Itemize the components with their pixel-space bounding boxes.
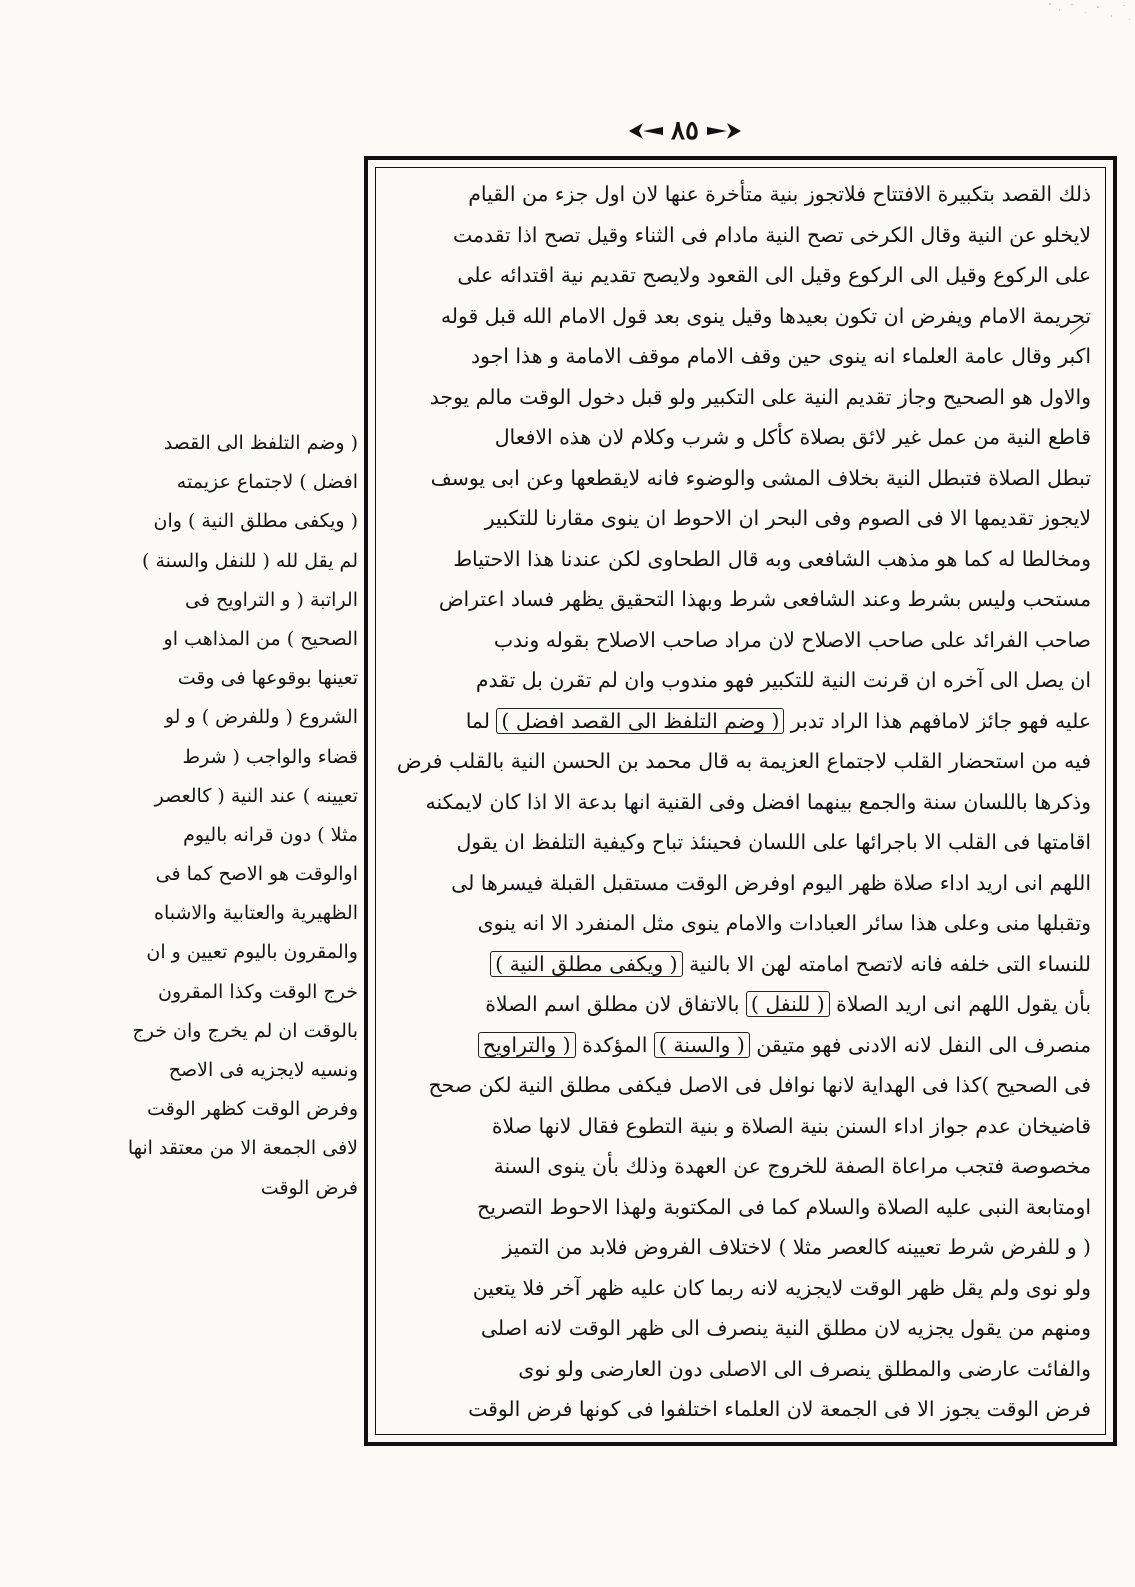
gloss-line: اوالوقت هو الاصح كما فى — [155, 863, 358, 886]
scan-speckle — [1045, 0, 1135, 28]
gloss-line: فرض الوقت — [260, 1176, 358, 1199]
main-line: لايخلو عن النية وقال الكرخى تصح النية مادام فى الثناء وقيل تصح اذا تقدمت — [452, 222, 1091, 247]
gloss-line: تعيينه ) عند النية ( كالعصر — [154, 784, 358, 807]
boxed-lemma: ( للنفل ) — [746, 991, 830, 1017]
gloss-line: لافى الجمعة الا من معتقد انها — [127, 1137, 358, 1160]
main-line-text: منصرف الى النفل لانه الادنى فهو متيقن — [756, 1032, 1091, 1057]
main-line: مخصوصة فتجب مراعاة الصفة للخروج عن العهدة وذلك بأن ينوى السنة — [493, 1154, 1091, 1178]
boxed-lemma: ( والتراويح — [478, 1032, 576, 1058]
main-line-text: بأن يقول اللهم انى اريد الصلاة — [836, 992, 1091, 1016]
main-line — [390, 701, 1091, 742]
main-line: على الركوع وقيل الى الركوع وقيل الى القعود ولايصح تقديم نية اقتدائه على — [457, 263, 1091, 287]
gloss-line: ( ويكفى مطلق النية ) وان — [153, 510, 358, 533]
main-line: تبطل الصلاة فتبطل النية بخلاف المشى والوضوء فانه لايقطعها وعن ابى يوسف — [430, 465, 1091, 490]
main-line: والاول هو الصحيح وجاز تقديم النية على التكبير ولو قبل دخول الوقت مالم يوجد — [429, 384, 1091, 409]
main-line: ومخالطا له كما هو مذهب الشافعى وبه قال الطحاوى لكن عندنا هذا الاحتياط — [453, 546, 1091, 571]
main-line: مستحب وليس بشرط وعند الشافعى شرط وبهذا التحقيق يظهر فساد اعتراض — [438, 587, 1091, 611]
gloss-line: وفرض الوقت كظهر الوقت — [147, 1098, 358, 1121]
gloss-line: مثلا ) دون قرانه باليوم — [183, 823, 358, 846]
gloss-line: ونسيه لايجزيه فى الاصح — [168, 1059, 358, 1081]
gloss-line: الظهيرية والعتابية والاشباه — [153, 902, 358, 925]
main-line: اومتابعة النبى عليه الصلاة والسلام كما فى المكتوبة ولهذا الاحوط التصريح — [477, 1194, 1091, 1219]
main-line: ولو نوى ولم يقل ظهر الوقت لايجزيه لانه ربما كان عليه ظهر آخر فلا يتعين — [472, 1275, 1091, 1300]
main-line — [390, 1025, 1091, 1066]
boxed-lemma: ( وضم التلفظ الى القصد افضل ) — [496, 708, 784, 734]
main-line: قاضيخان عدم جواز اداء السنن بنية الصلاة و بنية التطوع فقال لانها صلاة — [491, 1113, 1091, 1138]
ornament-left-icon — [627, 120, 665, 142]
ornament-right-icon — [705, 120, 743, 142]
main-text — [390, 174, 1091, 1430]
margin-gloss — [127, 424, 358, 1208]
page-header — [610, 114, 760, 148]
gloss-line: الصحيح ) من المذاهب او — [163, 627, 358, 650]
main-line: اللهم انى اريد اداء صلاة ظهر اليوم اوفرض الوقت مستقبل القبلة فيسرها لى — [451, 870, 1091, 895]
main-line: اقامتها فى القلب الا باجرائها على اللسان فحينئذ تباح وكيفية التلفظ ان يقول — [456, 830, 1091, 854]
main-line-text: فى الصحيح — [995, 1073, 1091, 1097]
main-line: قاطع النية من عمل غير لائق بصلاة كأكل و شرب وكلام لان هذه الافعال — [494, 425, 1091, 449]
main-text-inner-frame — [375, 167, 1106, 1435]
boxed-lemma: ( ويكفى مطلق النية ) — [490, 951, 682, 977]
gloss-line: الشروع ( وللفرض ) و لو — [164, 706, 358, 729]
gloss-line: خرج الوقت وكذا المقرون — [158, 980, 358, 1003]
main-line: تحريمة الامام ويفرض ان تكون بعيدها وقيل ينوى بعد قول الامام الله قبل قوله — [440, 303, 1091, 328]
gloss-line: لم يقل لله ( للنفل والسنة ) — [142, 549, 358, 572]
gloss-line: والمقرون باليوم تعيين و ان — [146, 941, 358, 964]
main-line: ( و للفرض شرط تعيينه كالعصر مثلا ) لاختلاف الفروض فلابد من التميز — [502, 1235, 1091, 1259]
main-line: ان يصل الى آخره ان قرنت النية للتكبير فهو مندوب وان لم تقرن بل تقدم — [475, 668, 1091, 692]
main-line — [390, 984, 1091, 1025]
main-line: صاحب الفرائد على صاحب الاصلاح لان مراد صاحب الاصلاح بقوله وندب — [493, 627, 1091, 652]
boxed-lemma: ( والسنة ) — [654, 1032, 750, 1058]
main-line-text: للنساء التى خلفه فانه لاتصح امامته لهن الا بالنية — [689, 951, 1091, 976]
main-line — [390, 944, 1091, 985]
main-line: وذكرها باللسان سنة والجمع بينهما افضل وفى القنية انها بدعة الا اذا كان لايمكنه — [425, 789, 1091, 814]
main-line: فرض الوقت يجوز الا فى الجمعة لان العلماء اختلفوا فى كونها فرض الوقت — [468, 1397, 1091, 1421]
main-line-text: عليه فهو جائز لامافهم هذا الراد تدبر — [790, 708, 1091, 733]
main-line: اكبر وقال عامة العلماء انه ينوى حين وقف الامام موقف الامامة و هذا اجود — [470, 344, 1091, 368]
gloss-line: تعينها بوقوعها فى وقت — [177, 667, 358, 690]
gloss-line: ( وضم التلفظ الى القصد — [163, 432, 358, 454]
gloss-line: الراتبة ( و التراويح فى — [185, 588, 358, 611]
main-text-frame — [364, 156, 1117, 1446]
gloss-line: قضاء والواجب ( شرط — [182, 745, 358, 768]
page-number: ٨٥ — [671, 116, 699, 146]
main-line: لايجوز تقديمها الا فى الصوم وفى البحر ان الاحوط ان ينوى مقارنا للتكبير — [484, 506, 1091, 530]
gloss-line: بالوقت ان لم يخرج وان خرج — [132, 1019, 358, 1042]
main-line: وتقبلها منى وعلى هذا سائر العبادات والامام ينوى مثل المنفرد الا انه ينوى — [477, 911, 1091, 935]
gloss-line: افضل ) لاجتماع عزيمته — [176, 471, 358, 494]
main-line: ومنهم من يقول يجزيه لان مطلق النية ينصرف الى ظهر الوقت لانه اصلى — [480, 1316, 1091, 1340]
main-line — [390, 1065, 1091, 1106]
main-line: والفائت عارضى والمطلق ينصرف الى الاصلى دون العارضى ولو نوى — [518, 1356, 1091, 1381]
main-line-text: بالاتفاق لان مطلق اسم الصلاة — [485, 992, 746, 1016]
main-line-text: لما — [465, 708, 497, 733]
main-line-text: )كذا فى الهداية لانها نوافل فى الاصل فيكفى مطلق النية لكن صحح — [428, 1073, 996, 1097]
main-line: ذلك القصد بتكبيرة الافتتاح فلاتجوز بنية متأخرة عنها لان اول جزء من القيام — [468, 182, 1091, 206]
main-line: فيه من استحضار القلب لاجتماع العزيمة به قال محمد بن الحسن النية بالقلب فرض — [396, 749, 1091, 773]
main-line-text: المؤكدة — [582, 1032, 654, 1057]
